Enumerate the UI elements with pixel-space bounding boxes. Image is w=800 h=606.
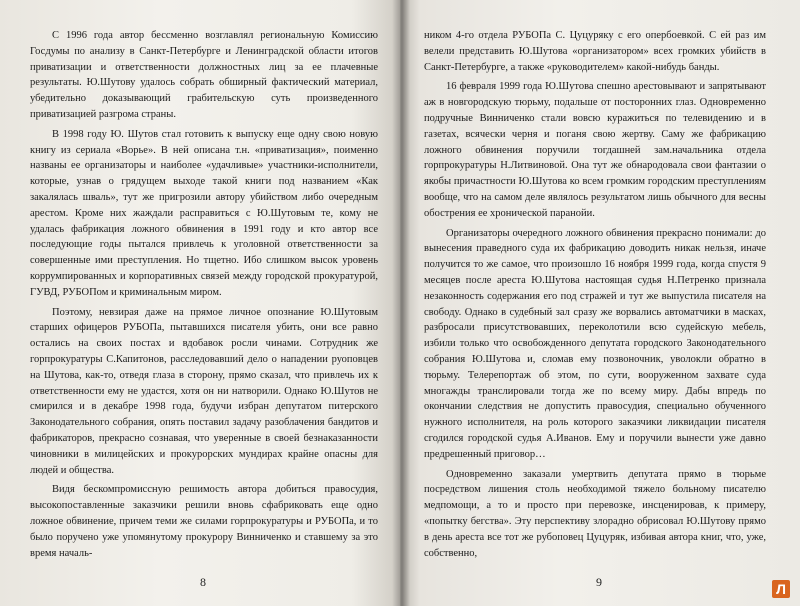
left-paragraph-3: Поэтому, невзирая даже на прямое личное опознание Ю.Шутовым старших офицеров РУБОПа, пытавшихся писателя убить, они все равно остались на своих постах и вдобавок росли чинами. Сотрудник же горпрокуратуры С.Капитонов, расследовавший дело о нападении руоповцев на Шутова, как-то, отведя глаза в сторону, прямо сказал, что привлечь их к ответственности ему не удастся, хотя он ни натворили. Однако Ю.Шутов не смирился и в декабре 1998 года, будучи избран депутатом питерского Законодательного собрания, опять поставил задачу разоблачения бандитов и фабрикаторов, прекрасно сознавая, что уверенные в своей безнаказанности чиновники в милицейских и прокурорских мундирах крайне опасны для людей и общества. [30,306,378,476]
page-number-right: 9 [596,575,602,589]
right-paragraph-4: Одновременно заказали умертвить депутата прямо в тюрьме посредством лишения столь необходимой тяжело больному писателю медпомощи, а то и просто при перевозке, инсценировав, к примеру, «попытку бегства». Эту перспективу злорадно обрисовал Ю.Шутову прямо в день ареста все тот же рубоповец Цуцуряк, избивая автора книг, что, уже, собственно, [424,468,766,559]
left-paragraph-1: С 1996 года автор бессменно возглавлял региональную Комиссию Госдумы по анализу в Санкт-Петербурге и Ленинградской области итогов приватизации и ответственности должностных лиц за ее плачевные результаты. Ю.Шутову удалось собрать обширный фактический материал, убедительно доказывающий грабительскую суть произведенного приватизацией разгрома страны. [30,30,378,120]
watermark-logo [772,580,790,598]
right-page-text [424,28,766,561]
right-paragraph-1: ником 4-го отдела РУБОПа С. Цуцуряку с его опербоевкой. С ей раз им велели представить Ю.Шутова «организатором» всех громких убийств в Санкт-Петербурге, а также «руководителем» какой-нибудь банды. [424,30,766,73]
watermark-logo-mark: Л [772,580,790,598]
page-number-left: 8 [200,575,206,589]
book-gutter-shadow [392,0,410,606]
right-paragraph-3: Организаторы очередного ложного обвинения прекрасно понимали: до вынесения праведного суда их фабрикацию доводить никак нельзя, иначе получится то же самое, что произошло 16 ноября 1999 года, когда спустя 9 месяцев после ареста Ю.Шутова настоящая судья Н.Петренко признала незаконность содержания его под стражей и тут же выпустила писателя на свободу. Однако в судебный зал сразу же ворвались автоматчики в масках, разбросали присутствовавших, переколотили всю судейскую мебель, избили только что освобожденного депутата городского Законодательного собрания Ю.Шутова и, сломав ему позвоночник, уволокли обратно в тюрьму. Телерепортаж об этом, по сути, вооруженном захвате суда многажды транслировали тогда же по всему миру. Дабы впредь по окончании следствия не допустить правосудия, специально обученного нужного исполнителя, на роль которого заказчики ликвидации писателя сгодился городской судья А.Иванов. Ему и поручили вынести уже давно предрешенный приговор… [424,227,766,460]
right-paragraph-2: 16 февраля 1999 года Ю.Шутова спешно арестовывают и запрятывают аж в новгородскую тюрьму, подальше от посторонних глаз. Одновременно подручные Винниченко стали вовсю куражиться по телевидению и в газетах, всячески черня и поганя свою жертву. Саму же фабрикацию ложного обвинения поручили тогдашней зам.начальника отдела горпрокуратуры Н.Литвиновой. Она тут же обнародовала свои фантазии о якобы причастности Ю.Шутова ко всем громким городским преступлениям вообще, что на самом деле являлось результатом лишь обычного для весны обострения ее хронической паранойи. [424,81,766,219]
right-page [400,0,800,606]
left-paragraph-2: В 1998 году Ю. Шутов стал готовить к выпуску еще одну свою новую книгу из сериала «Ворье». В ней описана т.н. «приватизация», поименно названы ее организаторы и наиболее «удачливые» участники-исполнители, которые, узнав о грядущем выходе такой книги под названием «Как закалялась шваль», тут же пригрозили автору убийством либо очередным арестом. Кроме них жаждали расправиться с Ю.Шутовым те, кому не удалась фабрикация ложного обвинения в 1991 году и кто автор все последующие годы пытался привлечь к уголовной ответственности за совершенные ими преступления. Но тщетно. Ибо слишком высок уровень коррумпированных и корпоративных связей между городской прокуратурой, ГУВД, РУБОПом и криминальным миром. [30,128,378,298]
left-page-text [30,28,378,561]
left-paragraph-4: Видя бескомпромиссную решимость автора добиться правосудия, высокопоставленные заказчики решили вновь сфабриковать еще одно ложное обвинение, причем теми же силами горпрокуратуры и РУБОПа, и то было поручено уже упомянутому прокурору Винниченко и ставшему за это время началь- [30,484,378,559]
